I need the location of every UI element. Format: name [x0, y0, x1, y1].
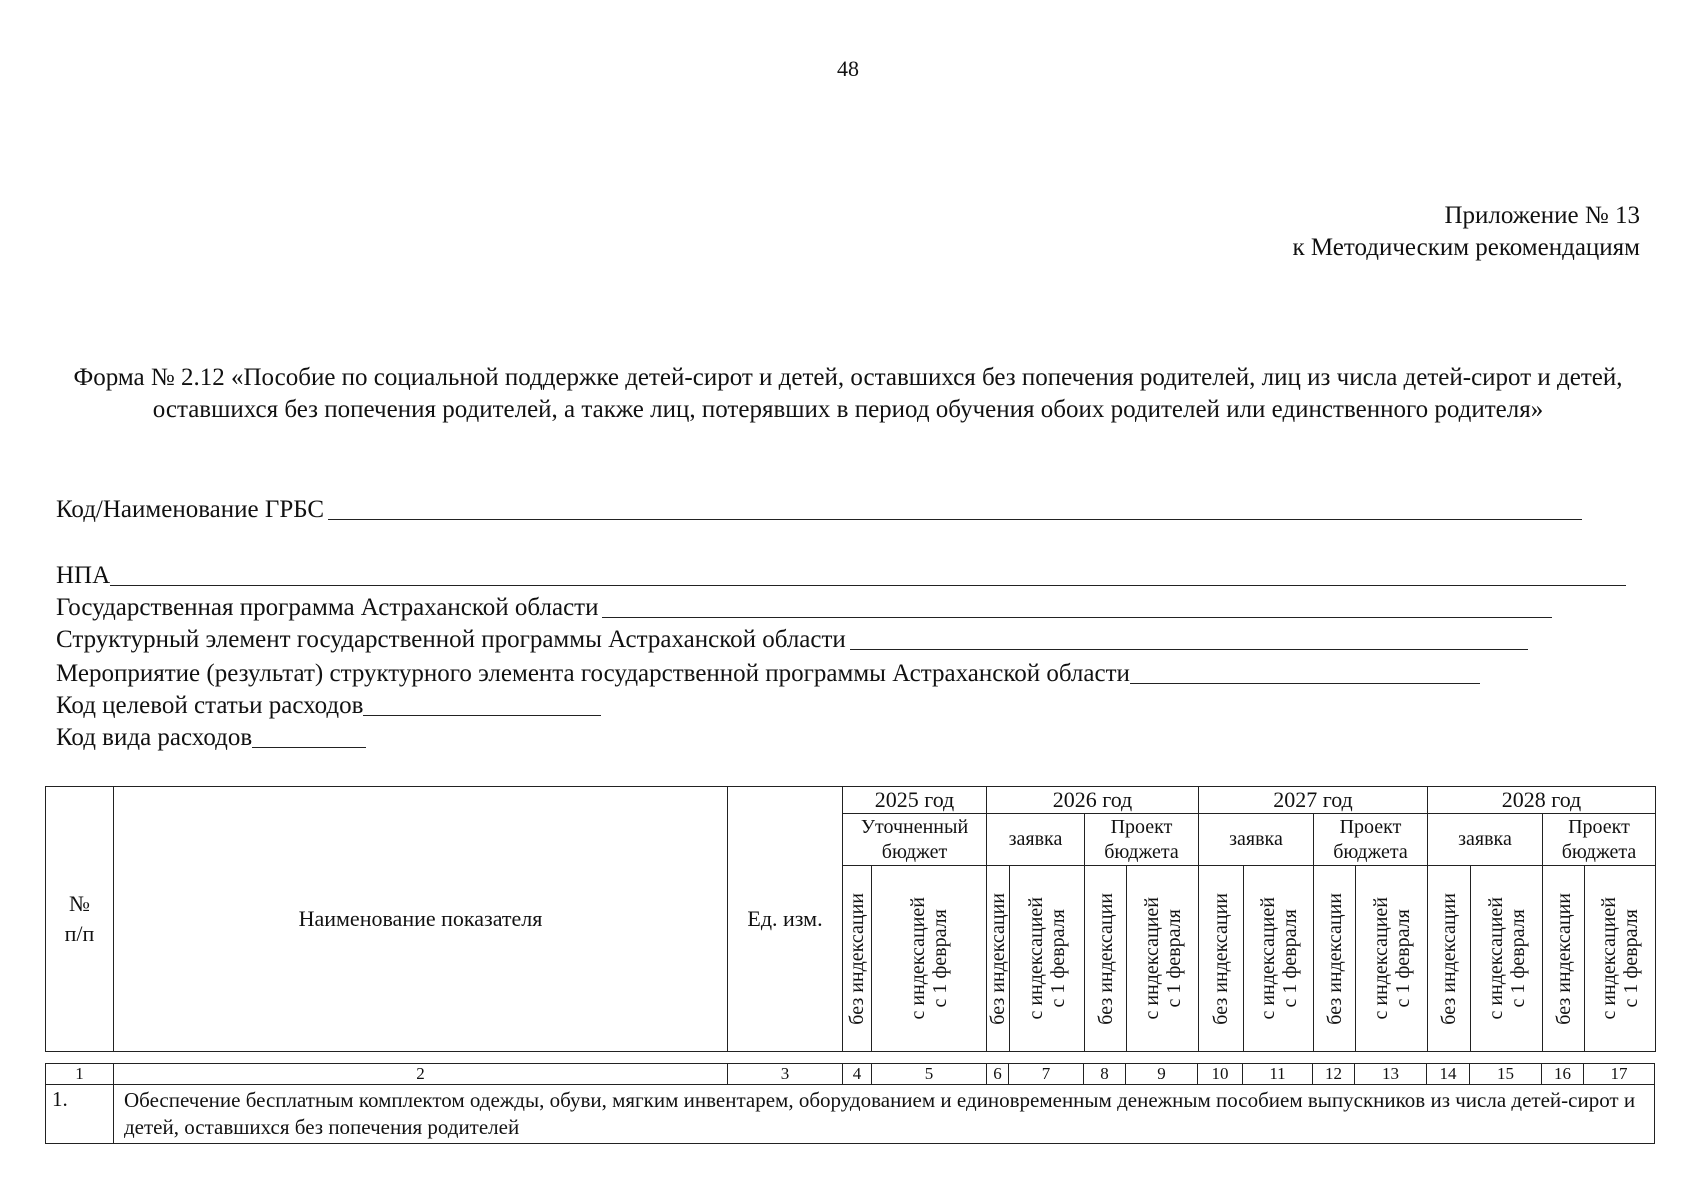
- no-index-2027-draft: [1314, 866, 1356, 1052]
- field-program-blank[interactable]: [602, 617, 1552, 618]
- field-target-code-blank[interactable]: [363, 715, 601, 716]
- col-number: 15: [1470, 1064, 1542, 1085]
- no-index-2026-draft: [1085, 866, 1127, 1052]
- page-number: 48: [837, 56, 859, 81]
- col-number: 6: [987, 1064, 1009, 1085]
- request-2027: заявка: [1199, 814, 1314, 866]
- col-number: 4: [843, 1064, 872, 1085]
- col-header-num-label: № п/п: [64, 891, 95, 946]
- field-measure-label: Мероприятие (результат) структурного элемента государственной программы Астраханской области: [56, 660, 1130, 687]
- field-target-code-label: Код целевой статьи расходов: [56, 692, 364, 719]
- field-expense-type-blank[interactable]: [252, 747, 366, 748]
- refined-budget-2025: Уточненный бюджет: [843, 814, 987, 866]
- col-number: 1: [46, 1064, 114, 1085]
- draft-budget-2027: Проект бюджета: [1314, 814, 1428, 866]
- no-index-2025-label: без индексации: [846, 892, 868, 1025]
- no-index-2027-draft-label: без индексации: [1323, 892, 1346, 1025]
- field-structural-element-blank[interactable]: [850, 649, 1528, 650]
- year-2027: 2027 год: [1199, 787, 1428, 814]
- with-index-2028-request-label: с индексацией с 1 февраля: [1484, 897, 1529, 1020]
- col-header-name: Наименование показателя: [114, 787, 728, 1052]
- with-index-2028-draft-label: с индексацией с 1 февраля: [1598, 897, 1642, 1020]
- row-description: Обеспечение бесплатным комплектом одежды, обуви, мягким инвентарем, оборудованием и единовременным денежным пособием выпускников из числа детей-сирот и детей, оставшихся без попечения родителей: [114, 1085, 1655, 1144]
- request-2026: заявка: [987, 814, 1085, 866]
- col-number: 12: [1313, 1064, 1355, 1085]
- year-2025: 2025 год: [843, 787, 987, 814]
- indicator-table-header: [45, 786, 1656, 1052]
- field-npa-blank[interactable]: [110, 585, 1626, 586]
- field-target-code: [56, 690, 601, 720]
- field-program: [56, 592, 1552, 622]
- no-index-2028-request: [1428, 866, 1471, 1052]
- col-number: 5: [872, 1064, 987, 1085]
- no-index-2028-draft: [1543, 866, 1585, 1052]
- no-index-2027-request: [1199, 866, 1244, 1052]
- with-index-2028-request: [1471, 866, 1543, 1052]
- field-program-label: Государственная программа Астраханской области: [56, 594, 599, 621]
- no-index-2025: [843, 866, 872, 1052]
- draft-budget-2026: Проект бюджета: [1085, 814, 1199, 866]
- year-2028: 2028 год: [1428, 787, 1656, 814]
- col-number: 13: [1355, 1064, 1427, 1085]
- field-grbs: [56, 494, 1582, 524]
- field-expense-type: [56, 722, 366, 752]
- appendix-header: [1292, 200, 1640, 264]
- col-number: 3: [728, 1064, 843, 1085]
- draft-budget-2028: Проект бюджета: [1543, 814, 1656, 866]
- with-index-2026-draft-label: с индексацией с 1 февраля: [1140, 897, 1185, 1020]
- with-index-2026-draft: [1127, 866, 1199, 1052]
- col-number: 2: [114, 1064, 728, 1085]
- col-number: 16: [1542, 1064, 1584, 1085]
- field-npa-label: НПА: [56, 562, 111, 589]
- field-measure-blank[interactable]: [1130, 683, 1480, 684]
- form-title: Форма № 2.12 «Пособие по социальной поддержке детей-сирот и детей, оставшихся без попечения родителей, лиц из числа детей-сирот и детей, оставшихся без попечения родителей, а также лиц, потерявших в период обучения обоих родителей или единственного родителя»: [73, 364, 1623, 423]
- no-index-2027-request-label: без индексации: [1210, 892, 1232, 1025]
- with-index-2028-draft: [1585, 866, 1656, 1052]
- with-index-2025-label: с индексацией с 1 февраля: [907, 897, 951, 1020]
- col-number: 7: [1009, 1064, 1084, 1085]
- field-grbs-blank[interactable]: [328, 519, 1582, 520]
- field-grbs-label: Код/Наименование ГРБС: [56, 496, 325, 523]
- no-index-2026-request-label: без индексации: [987, 892, 1009, 1025]
- row-number: 1.: [46, 1085, 114, 1144]
- with-index-2026-request-label: с индексацией с 1 февраля: [1025, 897, 1069, 1020]
- col-number: 11: [1243, 1064, 1313, 1085]
- field-npa: [56, 560, 1626, 590]
- appendix-line-1: Приложение № 13: [1444, 202, 1640, 229]
- with-index-2027-request: [1244, 866, 1314, 1052]
- no-index-2028-draft-label: без индексации: [1552, 892, 1575, 1025]
- with-index-2025: [872, 866, 987, 1052]
- field-structural-element: [56, 624, 1528, 654]
- with-index-2026-request: [1010, 866, 1085, 1052]
- with-index-2027-draft-label: с индексацией с 1 февраля: [1369, 897, 1414, 1020]
- indicator-table-body: [45, 1063, 1655, 1144]
- request-2028: заявка: [1428, 814, 1543, 866]
- col-header-unit: Ед. изм.: [728, 787, 843, 1052]
- col-number: 8: [1084, 1064, 1126, 1085]
- no-index-2026-request: [987, 866, 1010, 1052]
- no-index-2028-request-label: без индексации: [1438, 892, 1460, 1025]
- year-2026: 2026 год: [987, 787, 1199, 814]
- field-measure: [56, 658, 1480, 688]
- with-index-2027-draft: [1356, 866, 1428, 1052]
- field-structural-element-label: Структурный элемент государственной программы Астраханской области: [56, 626, 846, 653]
- col-number: 9: [1126, 1064, 1198, 1085]
- col-number: 17: [1584, 1064, 1655, 1085]
- with-index-2027-request-label: с индексацией с 1 февраля: [1256, 897, 1301, 1020]
- col-header-num: [46, 787, 114, 1052]
- col-number: 14: [1427, 1064, 1470, 1085]
- column-number-row: [46, 1064, 1655, 1085]
- col-number: 10: [1198, 1064, 1243, 1085]
- appendix-line-2: к Методическим рекомендациям: [1292, 234, 1640, 261]
- table-row: [46, 1085, 1655, 1144]
- field-expense-type-label: Код вида расходов: [56, 724, 253, 751]
- no-index-2026-draft-label: без индексации: [1094, 892, 1117, 1025]
